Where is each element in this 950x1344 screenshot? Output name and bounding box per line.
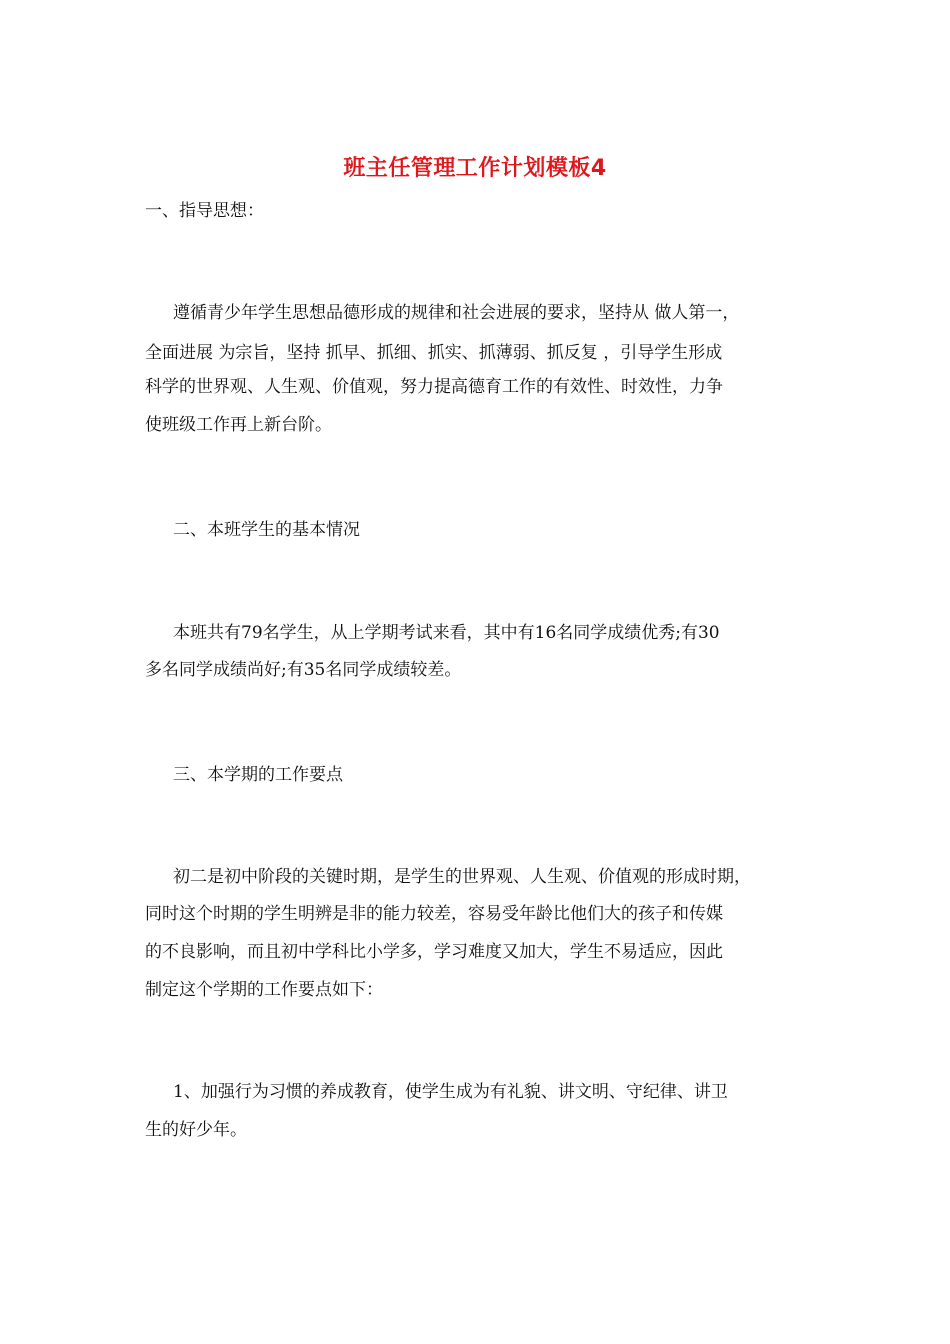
list-item-line: 生的好少年。 bbox=[145, 1120, 247, 1140]
paragraph-line: 全面进展 为宗旨，坚持 抓早、抓细、抓实、抓薄弱、抓反复 ，引导学生形成 bbox=[145, 343, 723, 363]
section-heading-work-points: 三、本学期的工作要点 bbox=[173, 765, 343, 785]
paragraph-line: 制定这个学期的工作要点如下： bbox=[145, 980, 383, 1000]
paragraph-line: 的不良影响，而且初中学科比小学多，学习难度又加大，学生不易适应，因此 bbox=[145, 942, 723, 962]
list-item-line: 1、加强行为习惯的养成教育，使学生成为有礼貌、讲文明、守纪律、讲卫 bbox=[173, 1082, 728, 1102]
paragraph-line: 使班级工作再上新台阶。 bbox=[145, 415, 332, 435]
section-heading-guiding-ideology: 一、指导思想： bbox=[145, 201, 264, 221]
paragraph-line: 科学的世界观、人生观、价值观，努力提高德育工作的有效性、时效性，力争 bbox=[145, 377, 723, 397]
section-heading-class-situation: 二、本班学生的基本情况 bbox=[173, 520, 360, 540]
document-title: 班主任管理工作计划模板4 bbox=[343, 156, 607, 181]
paragraph-line: 多名同学成绩尚好;有35名同学成绩较差。 bbox=[145, 660, 462, 680]
paragraph-line: 遵循青少年学生思想品德形成的规律和社会进展的要求，坚持从 做人第一， bbox=[173, 303, 740, 323]
paragraph-line: 本班共有79名学生，从上学期考试来看，其中有16名同学成绩优秀;有30 bbox=[173, 623, 720, 643]
paragraph-line: 初二是初中阶段的关键时期，是学生的世界观、人生观、价值观的形成时期， bbox=[173, 867, 751, 887]
paragraph-line: 同时这个时期的学生明辨是非的能力较差，容易受年龄比他们大的孩子和传媒 bbox=[145, 904, 723, 924]
